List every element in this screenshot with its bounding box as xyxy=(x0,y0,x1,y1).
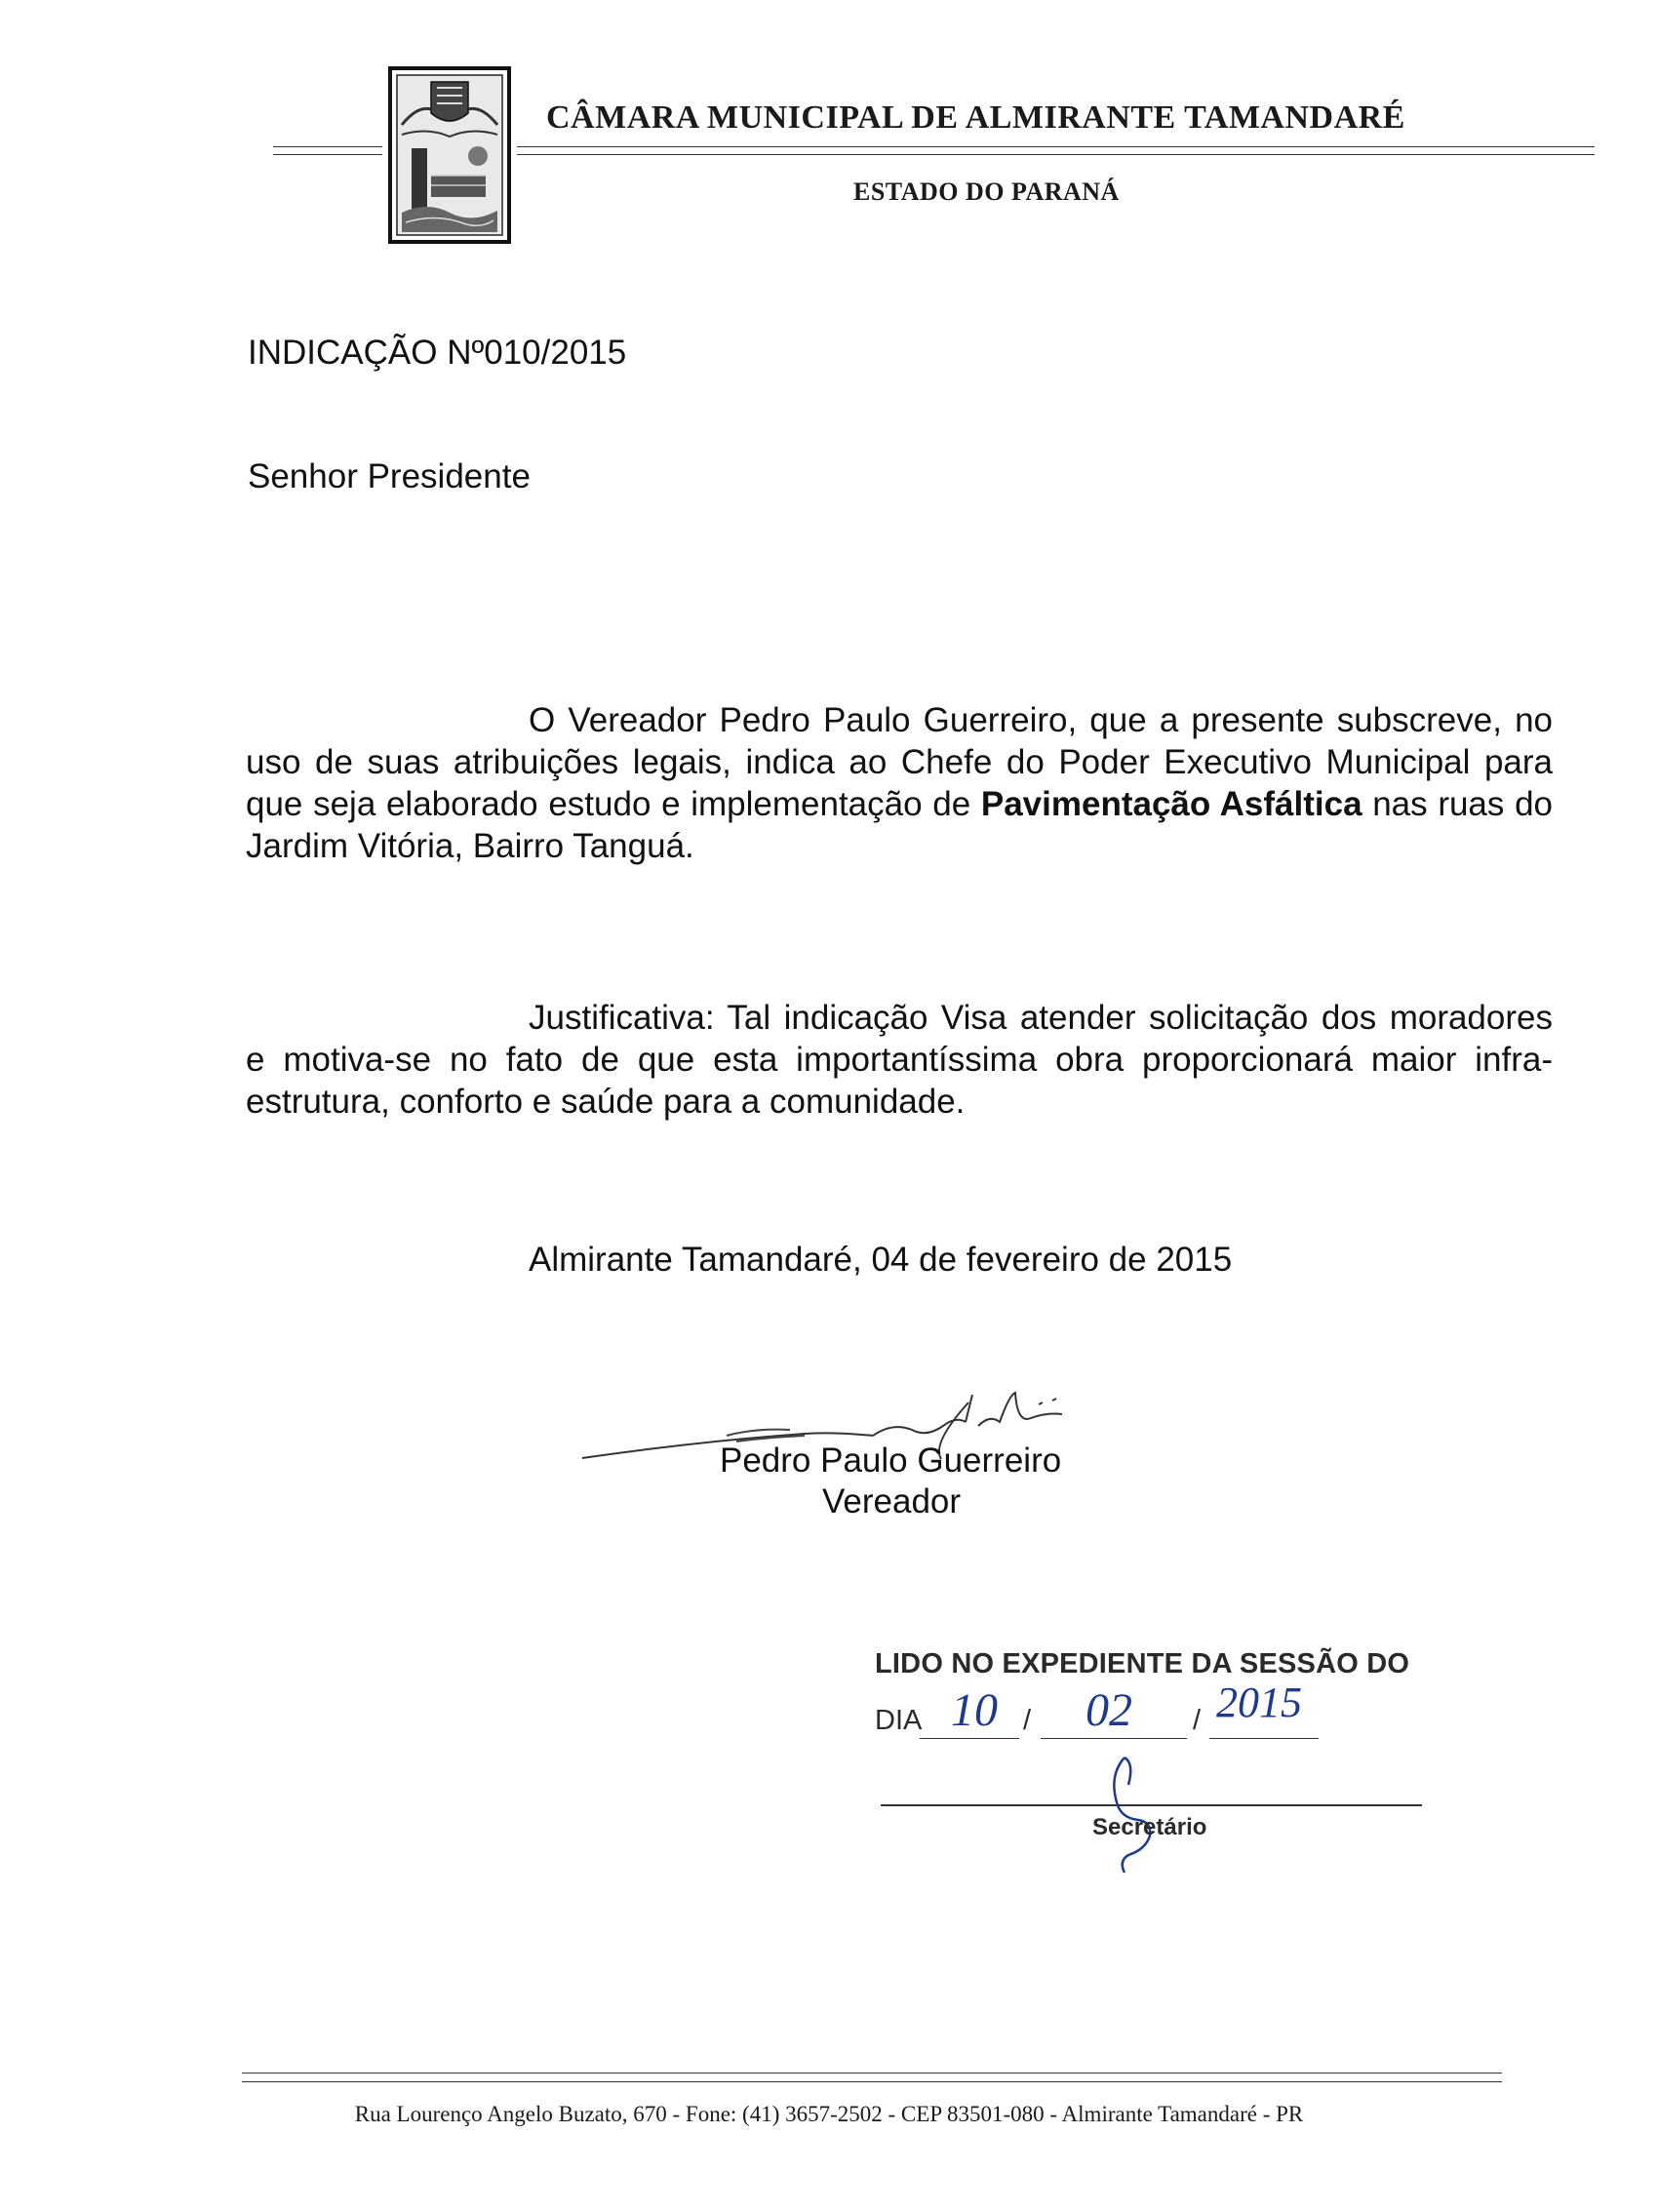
footer-rule xyxy=(242,2073,1502,2074)
stamp-day-value: 10 xyxy=(951,1684,998,1736)
stamp-separator: / xyxy=(1193,1705,1202,1736)
indication-paragraph xyxy=(246,699,1553,867)
stamp-year-value: 2015 xyxy=(1216,1679,1302,1726)
header-right-rule xyxy=(517,146,1595,147)
state-name: ESTADO DO PARANÁ xyxy=(853,178,1120,206)
coat-of-arms-emblem xyxy=(388,66,511,244)
reading-stamp xyxy=(873,1648,1429,1882)
date-line: Almirante Tamandaré, 04 de fevereiro de 2015 xyxy=(529,1241,1233,1279)
stamp-year-underline xyxy=(1209,1738,1319,1739)
signer-role: Vereador xyxy=(822,1482,962,1521)
institution-name: CÂMARA MUNICIPAL DE ALMIRANTE TAMANDARÉ xyxy=(546,99,1405,136)
stamp-month-underline xyxy=(1041,1738,1187,1739)
stamp-heading: LIDO NO EXPEDIENTE DA SESSÃO DO xyxy=(875,1648,1410,1679)
header-left-rule xyxy=(273,154,382,155)
highlighted-subject: Pavimentação Asfáltica xyxy=(980,785,1362,823)
stamp-separator: / xyxy=(1023,1705,1032,1736)
stamp-month-value: 02 xyxy=(1086,1684,1132,1736)
salutation: Senhor Presidente xyxy=(248,457,531,495)
document-title: INDICAÇÃO Nº010/2015 xyxy=(248,334,627,372)
justification-paragraph: Justificativa: Tal indicação Visa atender solicitação dos moradores e motiva-se no fato de que esta importantíssima obra proporcionará maior infra-estrutura, conforto e saúde para a comunidade. xyxy=(246,999,1553,1121)
header-left-rule xyxy=(273,146,382,147)
stamp-secretary-label: Secretário xyxy=(1092,1814,1207,1840)
footer-rule xyxy=(242,2081,1502,2082)
signer-name: Pedro Paulo Guerreiro xyxy=(720,1442,1062,1480)
paragraph-text: O Vereador Pedro Paulo Guerreiro, que a presente subscreve, no uso de suas atribuições legais, indica ao Chefe do Poder Executivo Municipal para que seja elaborado estudo e implementação de xyxy=(246,701,1553,823)
header-right-rule xyxy=(517,154,1595,155)
footer-address: Rua Lourenço Angelo Buzato, 670 - Fone: (41) 3657-2502 - CEP 83501-080 - Almirante Tamandaré - PR xyxy=(354,2102,1304,2126)
paragraph-text: nas ruas do Jardim Vitória, Bairro Tanguá. xyxy=(246,785,1554,865)
stamp-day-label: DIA xyxy=(875,1705,923,1736)
stamp-day-underline xyxy=(920,1738,1019,1739)
